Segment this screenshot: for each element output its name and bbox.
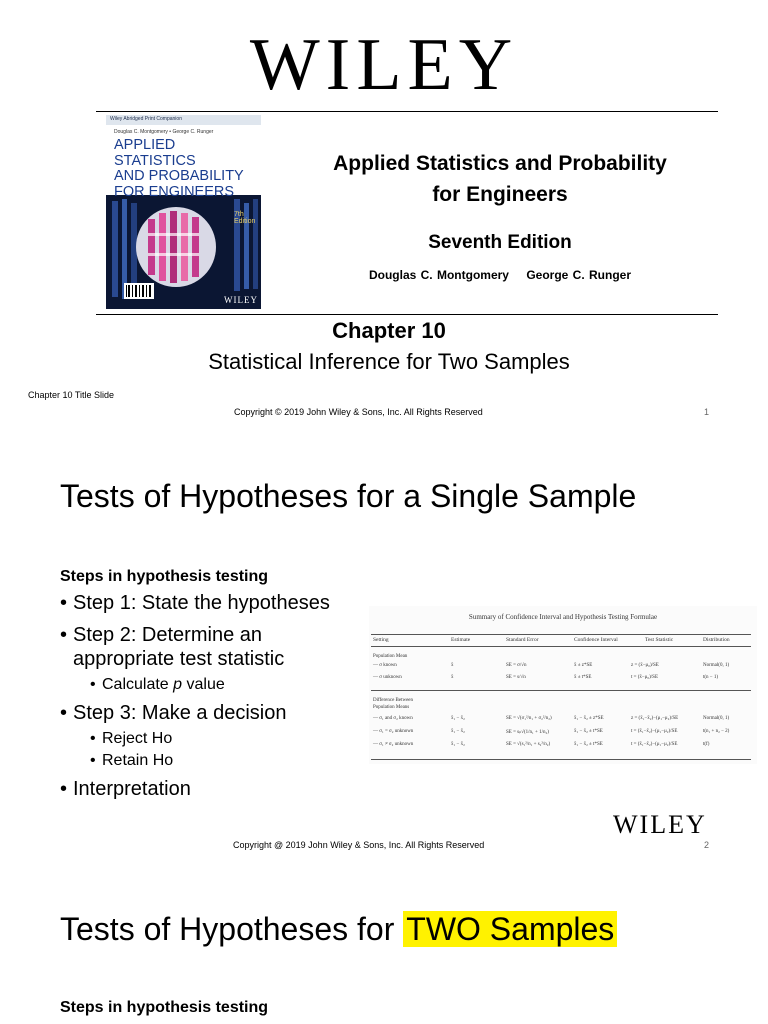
table-cell: t = (x̄−μ₀)/SE <box>631 675 659 680</box>
table-caption: Summary of Confidence Interval and Hypothesis Testing Formulae <box>468 613 658 621</box>
table-cell: SE = sₚ√(1/n₁ + 1/n₂) <box>506 730 549 735</box>
step-text: Step 3: Make a decision <box>73 702 287 724</box>
cover-title-line: AND PROBABILITY <box>114 168 244 184</box>
page-number: 2 <box>704 840 710 850</box>
book-title-line: for Engineers <box>432 183 568 206</box>
table-cell: t(n − 1) <box>703 675 719 680</box>
cover-band <box>106 115 261 125</box>
heading-text: Tests of Hypotheses for <box>60 911 404 947</box>
author-name: Douglas C. Montgomery <box>368 268 509 282</box>
list-item <box>60 727 370 751</box>
table-cell: t = (x̄₁−x̄₂)−(μ₁−μ₂)/SE <box>631 742 678 747</box>
bottom-divider <box>96 314 718 315</box>
table-cell: x̄₁ − x̄₂ ± z*SE <box>574 716 604 721</box>
list-item <box>60 623 370 671</box>
table-cell: x̄ ± z*SE <box>574 663 593 668</box>
cover-band-text: Wiley Abridged Print Companion <box>110 116 182 122</box>
table-rule <box>371 646 751 647</box>
book-title <box>280 148 720 210</box>
table-header: Distribution <box>703 637 730 643</box>
sub-step-text: Calculate <box>102 676 174 693</box>
summary-table <box>369 606 757 764</box>
table-cell: SE = √(σ₁²/n₁ + σ₂²/n₂) <box>506 716 552 721</box>
table-cell: x̄₁ − x̄₂ ± t*SE <box>574 742 603 747</box>
table-header: Estimate <box>451 637 471 643</box>
table-section: Difference Between <box>373 698 414 703</box>
table-rule <box>371 759 751 760</box>
table-cell: — σ₁ and σ₂ known <box>373 716 413 721</box>
copyright-notice: Copyright © 2019 John Wiley & Sons, Inc. All Rights Reserved <box>234 407 483 417</box>
cover-title-line: APPLIED STATISTICS <box>114 137 196 169</box>
table-header: Standard Error <box>506 637 539 643</box>
slide-label: Chapter 10 Title Slide <box>28 390 115 400</box>
table-cell: x̄₁ − x̄₂ ± t*SE <box>574 729 603 734</box>
slide-heading: Tests of Hypotheses for a Single Sample <box>60 478 637 514</box>
table-cell: SE = s/√n <box>506 675 526 680</box>
table-cell: Normal(0, 1) <box>703 716 730 721</box>
steps-label: Steps in hypothesis testing <box>60 568 269 585</box>
list-item <box>60 591 370 615</box>
copyright-notice: Copyright @ 2019 John Wiley & Sons, Inc. All Rights Reserved <box>233 840 485 850</box>
table-cell: x̄ <box>451 675 454 680</box>
book-title-line: Applied Statistics and Probability <box>333 152 667 175</box>
table-cell: SE = σ/√n <box>506 663 527 668</box>
table-cell: x̄₁ − x̄₂ <box>451 729 465 734</box>
edition-label: Seventh Edition <box>428 232 572 253</box>
top-divider <box>96 111 718 112</box>
book-cover <box>106 115 261 309</box>
table-cell: — σ unknown <box>373 675 402 680</box>
table-cell: x̄₁ − x̄₂ <box>451 742 465 747</box>
table-cell: — σ known <box>373 663 397 668</box>
chapter-title: Chapter 10 <box>332 318 446 343</box>
table-section: Population Means <box>373 705 410 710</box>
list-item <box>60 701 370 725</box>
table-header: Confidence Interval <box>574 637 618 643</box>
table-cell: Normal(0, 1) <box>703 663 730 668</box>
sub-step-italic: p <box>173 676 183 693</box>
table-section: Population Mean <box>373 654 408 659</box>
cover-title <box>114 138 259 200</box>
table-cell: z = (x̄₁−x̄₂)−(μ₁−μ₂)/SE <box>631 716 679 721</box>
table-cell: t(n₁ + n₂ − 2) <box>703 729 730 734</box>
cover-edition: 7th Edition <box>234 211 256 225</box>
authors-line <box>280 268 720 282</box>
table-header: Setting <box>373 637 389 643</box>
heading-highlight: TWO Samples <box>403 911 617 947</box>
list-item <box>60 777 370 801</box>
wiley-logo-large: WILEY <box>249 24 519 106</box>
wiley-logo-small: WILEY <box>613 810 707 839</box>
table-cell: z = (x̄−μ₀)/SE <box>631 663 659 668</box>
page-number: 1 <box>704 407 710 417</box>
table-cell: t(f) <box>703 742 710 747</box>
sub-step-text: value <box>182 676 225 693</box>
step-text: Step 1: State the hypotheses <box>73 592 330 614</box>
table-cell: x̄ <box>451 663 454 668</box>
table-cell: — σ₁ = σ₂ unknown <box>373 729 414 734</box>
table-cell: t = (x̄₁−x̄₂)−(μ₁−μ₂)/SE <box>631 729 678 734</box>
steps-label: Steps in hypothesis testing <box>60 999 269 1016</box>
list-item <box>60 673 370 697</box>
table-cell: x̄₁ − x̄₂ <box>451 716 465 721</box>
table-rule <box>371 634 751 635</box>
list-item <box>60 749 370 773</box>
author-name: George C. Runger <box>526 268 632 282</box>
table-cell: x̄ ± t*SE <box>574 675 592 680</box>
cover-authors: Douglas C. Montgomery • George C. Runger <box>114 129 214 135</box>
chapter-subtitle: Statistical Inference for Two Samples <box>208 349 570 374</box>
slide-heading <box>60 911 617 948</box>
table-cell: SE = √(s₁²/n₁ + s₂²/n₂) <box>506 742 551 747</box>
table-cell: — σ₁ ≠ σ₂ unknown <box>373 742 414 747</box>
cover-title-line: FOR ENGINEERS <box>114 183 235 200</box>
steps-list <box>60 591 370 809</box>
sub-step-text: Retain Ho <box>102 752 174 769</box>
table-rule <box>371 690 751 691</box>
step-text: Interpretation <box>73 778 191 800</box>
step-text: • Step 2: Determine an <box>73 624 262 646</box>
cover-logo: WILEY <box>224 295 258 305</box>
step-text: appropriate test statistic <box>73 648 285 670</box>
sub-step-text: Reject Ho <box>102 730 173 747</box>
table-header: Test Statistic <box>645 637 674 643</box>
